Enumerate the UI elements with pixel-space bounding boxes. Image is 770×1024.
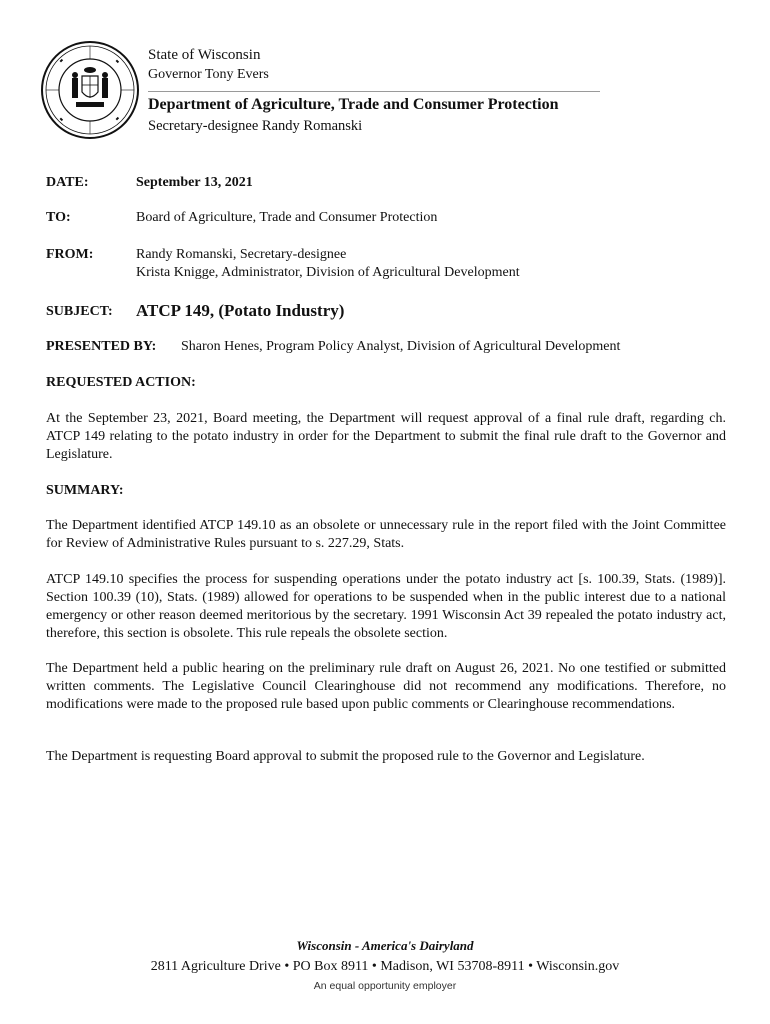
requested-action-text: At the September 23, 2021, Board meeting, the Department will request approval of a final rule draft, regarding ch. ATCP 149 relating to the potato industry in order for the Department to submit the final rule draft to the Governor and Legislature. (46, 411, 726, 462)
department-name: Department of Agriculture, Trade and Consumer Protection (148, 96, 559, 113)
footer-address: 2811 Agriculture Drive • PO Box 8911 • Madison, WI 53708-8911 • Wisconsin.gov (150, 959, 620, 974)
header-divider (148, 91, 600, 92)
summary-paragraph-3: The Department held a public hearing on the preliminary rule draft on August 26, 2021. No one testified or submitted written comments. The Legislative Council Clearinghouse did not recommend any modifications. Therefore, no modifications were made to the proposed rule based upon public comments or Clearinghouse recommendations. (46, 661, 726, 712)
to-label: TO: (46, 210, 71, 225)
summary-paragraph-2: ATCP 149.10 specifies the process for suspending operations under the potato industry act [s. 100.39, Stats. (1989)]. Section 100.39 (10), Stats. (1989) allowed for operations to be suspended when in the public interest due to a national emergency or other reason deemed meritorious by the secretary. 1991 Wisconsin Act 39 repealed the potato industry act, therefore, this section is obsolete. This rule repeals the obsolete section. (46, 572, 726, 641)
state-name: State of Wisconsin (148, 47, 261, 63)
subject-value: ATCP 149, (Potato Industry) (136, 301, 345, 320)
presented-by-label: PRESENTED BY: (46, 339, 157, 354)
date-value: September 13, 2021 (136, 175, 253, 190)
secretary-name: Secretary-designee Randy Romanski (148, 118, 363, 134)
from-line-1: Randy Romanski, Secretary-designee (136, 247, 347, 262)
department-seal-icon (40, 40, 140, 140)
summary-paragraph-1: The Department identified ATCP 149.10 as an obsolete or unnecessary rule in the report filed with the Joint Committee for Review of Administrative Rules pursuant to s. 227.29, Stats. (46, 518, 726, 551)
presented-by-value: Sharon Henes, Program Policy Analyst, Division of Agricultural Development (181, 339, 621, 354)
from-label: FROM: (46, 247, 94, 262)
footer-tagline: Wisconsin - America's Dairyland (296, 938, 474, 953)
governor-name: Governor Tony Evers (148, 67, 269, 82)
subject-label: SUBJECT: (46, 304, 113, 319)
summary-paragraph-4: The Department is requesting Board approval to submit the proposed rule to the Governor and Legislature. (46, 749, 645, 764)
requested-action-heading: REQUESTED ACTION: (46, 375, 196, 390)
footer-equal-opportunity: An equal opportunity employer (313, 980, 457, 992)
summary-heading: SUMMARY: (46, 483, 124, 498)
date-label: DATE: (46, 175, 89, 190)
from-line-2: Krista Knigge, Administrator, Division of Agricultural Development (136, 265, 520, 280)
to-value: Board of Agriculture, Trade and Consumer Protection (136, 210, 438, 225)
